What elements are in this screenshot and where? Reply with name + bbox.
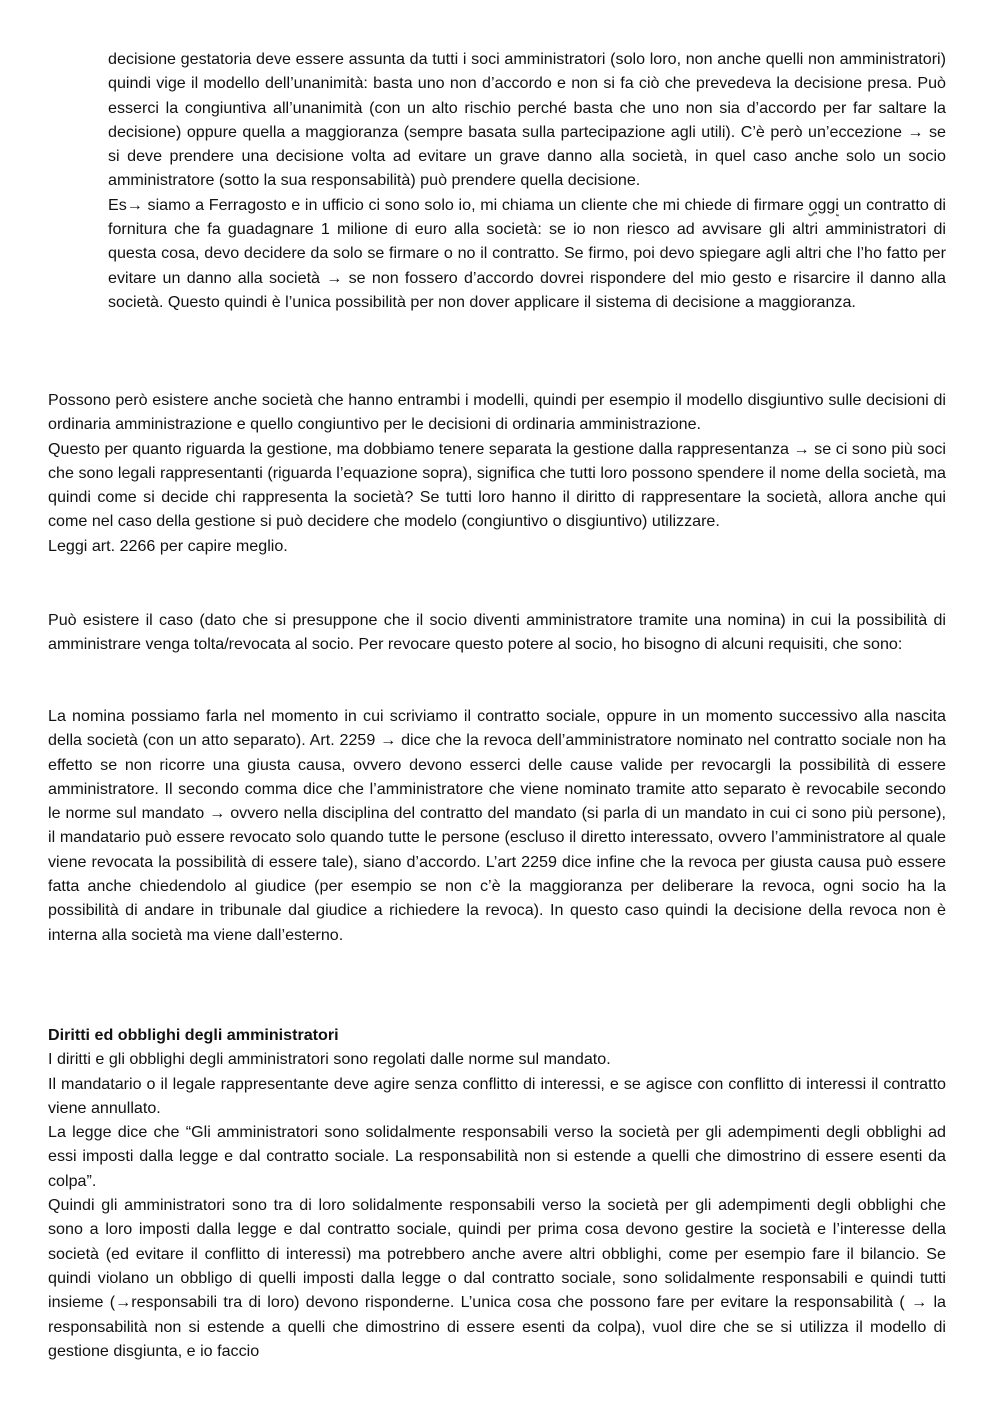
- paragraph-example: [108, 193, 946, 314]
- paragraph-both-models: Possono però esistere anche società che hanno entrambi i modelli, quindi per esempio il modello disgiuntivo sulle decisioni di ordinaria amministrazione e quello congiuntivo per le decisioni di ordinaria amministrazione.: [48, 391, 946, 434]
- section-models: [48, 388, 946, 558]
- paragraph-unanimity: decisione gestatoria deve essere assunta da tutti i soci amministratori (solo loro, non anche quelli non amministratori) quindi vige il modello dell’unanimità: basta uno non d’accordo e non si fa ciò che prevedeva la decisione presa. Può esserci la congiuntiva all’unanimità (con un alto rischio perché basta che uno non sia d’accordo per far saltare la decisione) oppure quella a maggioranza (sempre basata sulla partecipazione agli utili). C’è però un’eccezione → se si deve prendere una decisione volta ad evitare un grave danno alla società, in quel caso anche solo un socio amministratore (sotto la sua responsabilità) può prendere quella decisione.: [108, 50, 946, 190]
- paragraph-conflict-interest: Il mandatario o il legale rappresentante deve agire senza conflitto di interessi, e se agisce con conflitto di interessi il contratto viene annullato.: [48, 1074, 946, 1117]
- paragraph-art-2266: Leggi art. 2266 per capire meglio.: [48, 536, 288, 555]
- indented-block: [108, 47, 946, 314]
- example-text-end: un contratto di fornitura che fa guadagnare 1 milione di euro alla società: se io non riesco ad avvisare gli altri amministratori di questa cosa, devo decidere da solo se firmare o no il contratto. Se firmo, poi devo spiegare agli altri che l’ho fatto per evitare un danno alla società → se non fossero d’accordo dovrei rispondere del mio gesto e risarcire il danno alla società. Questo quindi è l’unica possibilità per non dover applicare il sistema di decisione a maggioranza.: [108, 195, 946, 311]
- section-revocation: [48, 608, 946, 657]
- paragraph-revocation-intro: Può esistere il caso (dato che si presuppone che il socio diventi amministratore tramite una nomina) in cui la possibilità di amministrare venga tolta/revocata al socio. Per revocare questo potere al socio, ho bisogno di alcuni requisiti, che sono:: [48, 611, 946, 654]
- section-rights-obligations: [48, 1023, 946, 1363]
- section-nomination: [48, 704, 946, 947]
- example-text-start: Es→ siamo a Ferragosto e in ufficio ci sono solo io, mi chiama un cliente che mi chiede di firmare: [108, 195, 809, 214]
- section-heading: Diritti ed obblighi degli amministratori: [48, 1026, 339, 1044]
- paragraph-law-quote: La legge dice che “Gli amministratori sono solidalmente responsabili verso la società per gli adempimenti degli obblighi ad essi imposti dalla legge e dal contratto sociale. La responsabilità non si estende a quelli che dimostrino di essere esenti da colpa”.: [48, 1123, 946, 1190]
- paragraph-joint-liability: Quindi gli amministratori sono tra di loro solidalmente responsabili verso la società per gli adempimenti degli obblighi che sono a loro imposti dalla legge e dal contratto sociale, quindi per prima cosa devono gestire la società e l’interesse della società (ed evitare il conflitto di interessi) ma potrebbero anche avere altri obblighi, come per esempio fare il bilancio. Se quindi violano un obbligo di quelli imposti dalla legge o dal contratto sociale, sono solidalmente responsabili e quindi tutti insieme (→responsabili tra di loro) devono risponderne. L’unica cosa che possono fare per evitare la responsabilità ( → la responsabilità non si estende a quelli che dimostrino di essere esenti da colpa), vuol dire che se si utilizza il modello di gestione disgiunta, e io faccio: [48, 1196, 946, 1360]
- paragraph-representation: Questo per quanto riguarda la gestione, ma dobbiamo tenere separata la gestione dalla rappresentanza → se ci sono più soci che sono legali rappresentanti (riguarda l’equazione sopra), significa che tutti loro possono spendere il nome della società, ma quindi come si decide chi rappresenta la società? Se tutti loro hanno il diritto di rappresentare la società, allora anche qui come nel caso della gestione si può decidere che modelo (congiuntivo o disgiuntivo) utilizzare.: [48, 439, 946, 531]
- paragraph-mandate-rules: I diritti e gli obblighi degli amministratori sono regolati dalle norme sul mandato.: [48, 1050, 611, 1069]
- underlined-word: oggi: [808, 195, 839, 214]
- paragraph-art-2259: La nomina possiamo farla nel momento in cui scriviamo il contratto sociale, oppure in un momento successivo alla nascita della società (con un atto separato). Art. 2259 → dice che la revoca dell’amministratore nominato nel contratto sociale non ha effetto se non ricorre una giusta causa, ovvero devono esserci delle cause valide per revocargli la possibilità di essere amministratore. Il secondo comma dice che l’amministratore che viene nominato tramite atto separato è revocabile secondo le norme sul mandato → ovvero nella disciplina del contratto del mandato (si parla di un mandato in cui ci sono più persone), il mandatario può essere revocato solo quando tutte le persone (escluso il diretto interessato, ovvero l’amministratore al quale viene revocata la possibilità di essere tale), siano d’accordo. L’art 2259 dice infine che la revoca per giusta causa può essere fatta anche chiedendolo al giudice (per esempio se non c’è la maggioranza per deliberare la revoca, ogni socio ha la possibilità di andare in tribunale dal giudice a richiedere la revoca). In questo caso quindi la decisione della revoca non è interna alla società ma viene dall’esterno.: [48, 707, 946, 944]
